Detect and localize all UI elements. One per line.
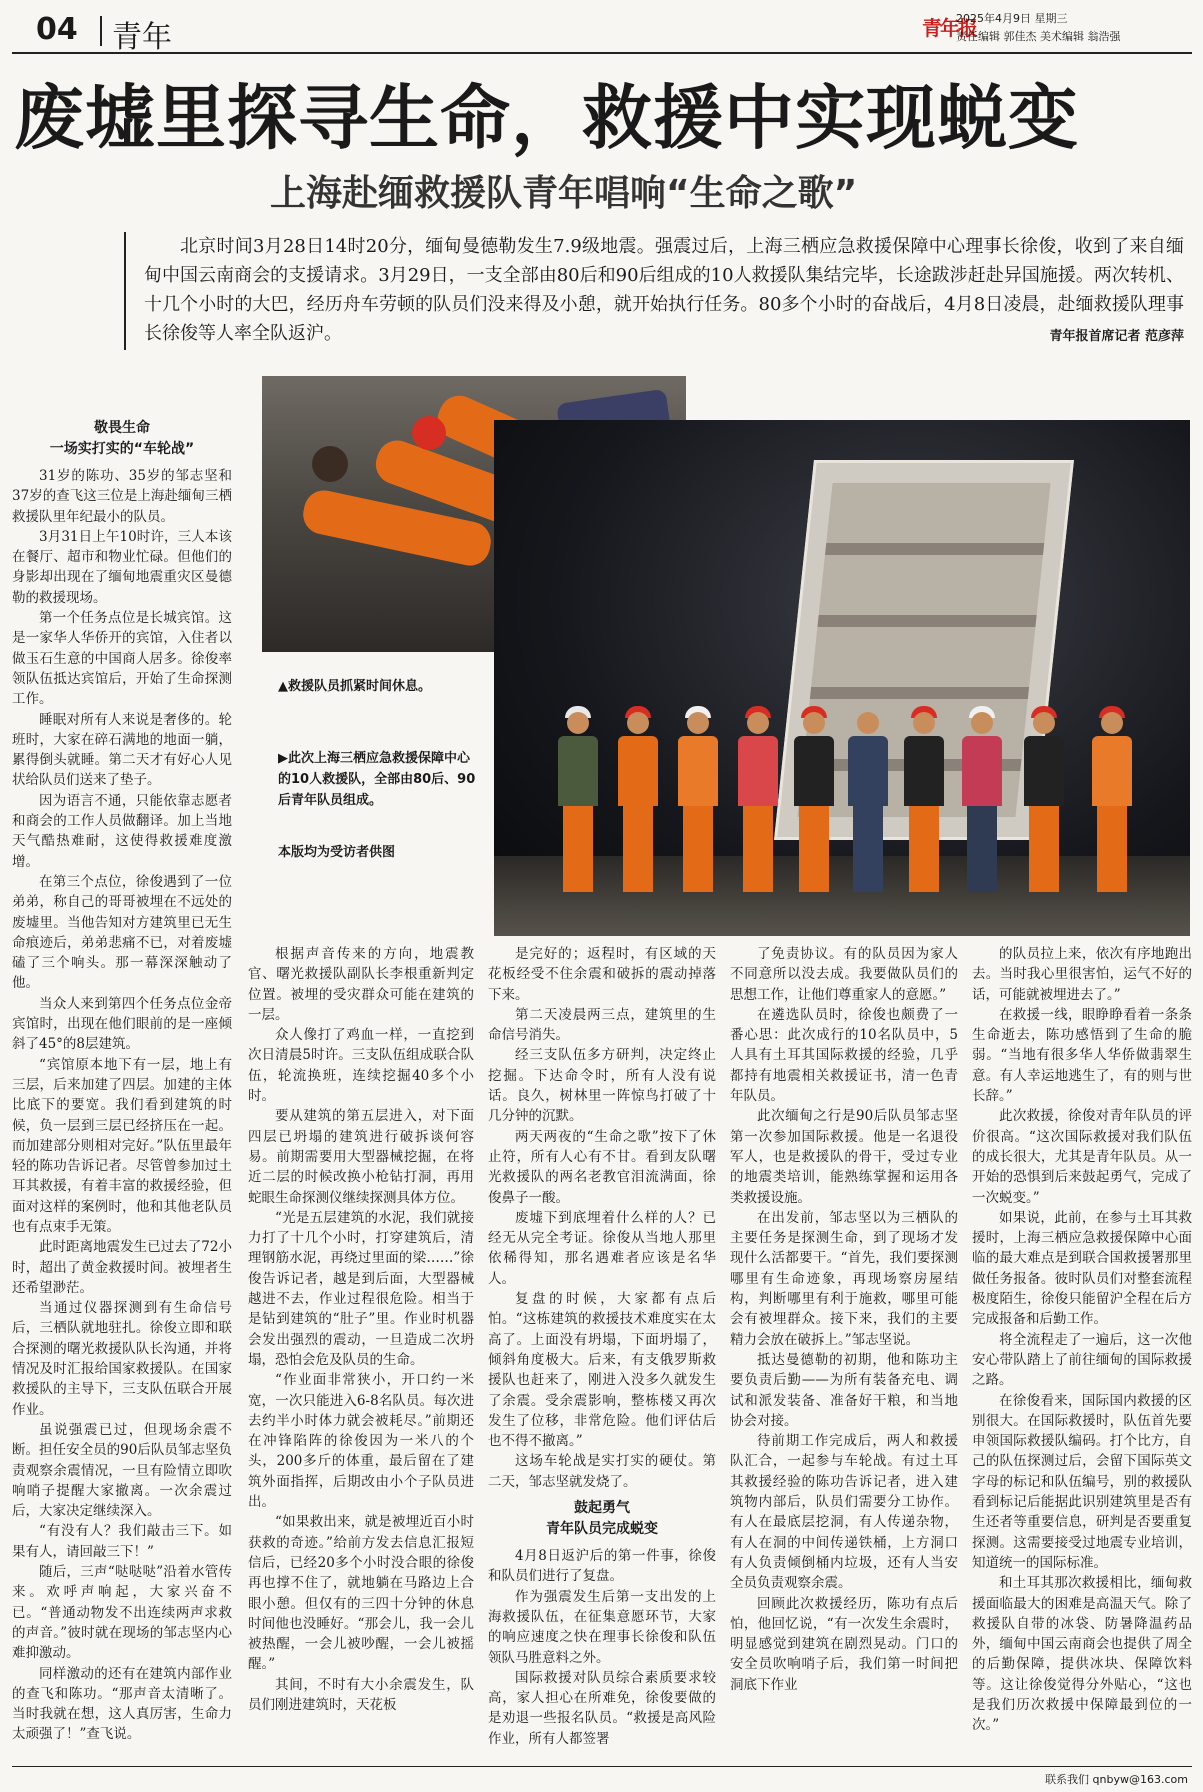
paragraph: 抵达曼德勒的初期，他和陈功主要负责后勤——为所有装备充电、调试和派发装备、准备好干粮，和当地协会对接。 — [730, 1351, 958, 1429]
editors-line: 责任编辑 郭佳杰 美术编辑 翁浩强 — [956, 30, 1121, 43]
paragraph: 的队员拉上来，依次有序地跑出去。当时我心里很害怕，运气不好的话，可能就被埋进去了。” — [972, 946, 1192, 1003]
paragraph: 第二天凌晨两三点，建筑里的生命信号消失。 — [488, 1006, 716, 1044]
paragraph: 废墟下到底埋着什么样的人？已经无从完全考证。徐俊从当地人那里依稀得知，那名遇难者应该是名华人。 — [488, 1209, 716, 1287]
section-divider — [100, 16, 102, 46]
paragraph: 此时距离地震发生已过去了72小时，超出了黄金救援时间。被埋者生还希望渺茫。 — [12, 1239, 232, 1296]
paragraph: 两天两夜的“生命之歌”按下了休止符，所有人心有不甘。看到友队曙光救援队的两名老教官泪流满面，徐俊鼻子一酸。 — [488, 1128, 716, 1206]
headline: 废墟里探寻生命，救援中实现蜕变 — [14, 77, 1079, 159]
paragraph: “宾馆原本地下有一层，地上有三层，后来加建了四层。加建的主体比底下的要宽。我们看到建筑的时候，负一层到三层已经挤压在一起。而加建部分则相对完好。”队伍里最年轻的陈功告诉记者。尽管曾参加过土耳其救援，有着丰富的救援经验，但面对这样的案例时，他和其他老队员也有点束手无策。 — [12, 1056, 232, 1235]
section-heading-line1: 鼓起勇气 — [574, 1500, 630, 1517]
paragraph: 虽说强震已过，但现场余震不断。担任安全员的90后队员邹志坚负责观察余震情况，一旦有险情立即吹响哨子提醒大家撤离。一次余震过后，大家决定继续深入。 — [12, 1421, 232, 1520]
caption-team: ▶此次上海三栖应急救援保障中心的10人救援队，全部由80后、90后青年队员组成。 — [278, 751, 476, 808]
issue-date: 2025年4月9日 星期三 — [956, 12, 1068, 25]
lead-paragraph — [124, 232, 1184, 350]
paragraph: 待前期工作完成后，两人和救援队汇合，一起参与车轮战。有过土耳其救援经验的陈功告诉记者，进入建筑物内部后，队员们需要分工协作。有人在最底层挖洞，有人传递杂物，有人在洞的中间传递铁桶，上方洞口有人负责倾倒桶内垃圾，还有人当安全员负责观察余震。 — [730, 1433, 958, 1592]
paragraph: 当通过仪器探测到有生命信号后，三栖队就地驻扎。徐俊立即和联合探测的曙光救援队队长沟通，并将情况及时汇报给国家救援队。在国家救援队的主导下，三支队伍联合开展作业。 — [12, 1300, 232, 1418]
subtitle: 上海赴缅救援队青年唱响“生命之歌” — [270, 173, 858, 214]
lead-text: 北京时间3月28日14时20分，缅甸曼德勒发生7.9级地震。强震过后，上海三栖应急救援保障中心理事长徐俊，收到了来自缅甸中国云南商会的支援请求。3月29日，一支全部由80后和90后组成的10人救援队集结完毕，长途跋涉赶赴异国施援。两次转机、十几个小时的大巴，经历舟车劳顿的队员们没来得及小憩，就开始执行任务。80多个小时的奋战后，4月8日凌晨，赴缅救援队理事长徐俊等人率全队返沪。 — [144, 236, 1184, 344]
paragraph: 在救援一线，眼睁睁看着一条条生命逝去，陈功感悟到了生命的脆弱。“当地有很多华人华侨做翡翠生意。有人幸运地逃生了，有的则与世长辞。” — [972, 1006, 1192, 1105]
article-column-5 — [972, 944, 1192, 1756]
paragraph: 在遴选队员时，徐俊也颇费了一番心思：此次成行的10名队员中，5人具有土耳其国际救援的经验，几乎都持有地震相关救援证书，清一色青年队员。 — [730, 1006, 958, 1105]
paragraph: 这场车轮战是实打实的硬仗。第二天，邹志坚就发烧了。 — [488, 1453, 716, 1490]
article-column-2 — [248, 944, 474, 1756]
section-heading-line1: 敬畏生命 — [94, 420, 150, 436]
paragraph: 在徐俊看来，国际国内救援的区别很大。在国际救援时，队伍首先要申领国际救援队编码。打个比方，自己的队伍探测过后，会留下国际英文字母的标记和队伍编号，别的救援队看到标记后能据此识别建筑里是否有生还者等重要信息，研判是否要重复探测。这需要接受过地震专业培训，知道统一的国际标准。 — [972, 1392, 1192, 1571]
paragraph: 此次缅甸之行是90后队员邹志坚第一次参加国际救援。他是一名退役军人，也是救援队的骨干，受过专业的地震类培训，能熟练掌握和运用各类救援设施。 — [730, 1108, 958, 1206]
paragraph: 此次救援，徐俊对青年队员的评价很高。“这次国际救援对我们队伍的成长很大，尤其是青年队员。从一开始的恐惧到后来鼓起勇气，完成了一次蜕变。” — [972, 1108, 1192, 1206]
paragraph: “有没有人？我们敲击三下。如果有人，请回敲三下！” — [12, 1523, 232, 1560]
paragraph: 其间，不时有大小余震发生，队员们刚进建筑时，天花板 — [248, 1676, 474, 1713]
paragraph: 复盘的时候，大家都有点后怕。“这栋建筑的救援技术难度实在太高了。上面没有坍塌，下面坍塌了，倾斜角度极大。后来，有支俄罗斯救援队也赶来了，刚进入没多久就发生了余震。受余震影响，整栋楼又再次发生了位移，非常危险。他们评估后也不得不撤离。” — [488, 1291, 716, 1450]
paragraph: 在出发前，邹志坚以为三栖队的主要任务是探测生命，到了现场才发现什么活都要干。“首先，我们要探测哪里有生命迹象，再现场察房屋结构，判断哪里有利于施救，哪里可能会有被埋群众。接下来，我们的主要精力会放在破拆上。”邹志坚说。 — [730, 1209, 958, 1348]
paragraph: “光是五层建筑的水泥，我们就接力打了十几个小时，打穿建筑后，清理钢筋水泥，再绕过里面的梁……”徐俊告诉记者，越是到后面，大型器械越进不去，作业过程很危险。相当于是钻到建筑的“肚子”里。作业时机器会发出强烈的震动，一旦造成二次坍塌，恐怕会危及队员的生命。 — [248, 1209, 474, 1368]
paragraph: 回顾此次救援经历，陈功有点后怕，他回忆说，“有一次发生余震时，明显感觉到建筑在剧烈晃动。门口的安全员吹响哨子后，我们第一时间把洞底下作业 — [730, 1595, 958, 1693]
paragraph: 经三支队伍多方研判，决定终止挖掘。下达命令时，所有人没有说话。良久，树林里一阵惊鸟打破了十几分钟的沉默。 — [488, 1047, 716, 1125]
paragraph: 众人像打了鸡血一样，一直挖到次日清晨5时许。三支队伍组成联合队伍，轮流换班，连续挖掘40多个小时。 — [248, 1027, 474, 1105]
paragraph: 睡眠对所有人来说是奢侈的。轮班时，大家在碎石满地的地面一躺，累得倒头就睡。第二天才有好心人见状给队员们送来了垫子。 — [12, 711, 232, 789]
paragraph: “如果救出来，就是被埋近百小时获救的奇迹。”给前方发去信息汇报短信后，已经20多个小时没合眼的徐俊再也撑不住了，就地躺在马路边上合眼小憩。但仅有的三四十分钟的休息时间他也没睡好。“那会儿，我一会儿被热醒，一会儿被吵醒，一会儿被摇醒。” — [248, 1514, 474, 1673]
caption-resting: ▲救援队员抓紧时间休息。 — [278, 679, 431, 694]
section-heading-line2: 青年队员完成蜕变 — [546, 1521, 658, 1538]
paragraph: 31岁的陈功、35岁的邹志坚和37岁的查飞这三位是上海赴缅甸三栖救援队里年纪最小的队员。 — [12, 468, 232, 525]
byline: 青年报首席记者 范彦萍 — [1049, 329, 1184, 344]
page-header — [12, 6, 1192, 54]
paragraph: 4月8日返沪后的第一件事，徐俊和队员们进行了复盘。 — [488, 1548, 716, 1585]
paragraph: 是完好的；返程时，有区域的天花板经受不住余震和破拆的震动掉落下来。 — [488, 946, 716, 1003]
section-heading — [12, 418, 232, 460]
article-column-3 — [488, 944, 716, 1756]
section-heading — [488, 1498, 716, 1540]
page-number: 04 — [36, 12, 78, 47]
paragraph: 第一个任务点位是长城宾馆。这是一家华人华侨开的宾馆，入住者以做玉石生意的中国商人居多。徐俊率领队伍抵达宾馆后，开始了生命探测工作。 — [12, 610, 232, 708]
page-footer — [12, 1766, 1192, 1786]
paragraph: “作业面非常狭小，开口约一米宽，一次只能进入6-8名队员。每次进去约半小时体力就会被耗尽。”前期还在冲锋陷阵的徐俊因为一米八的个头，200多斤的体重，最后留在了建筑外面指挥，后期改由小个子队员进出。 — [248, 1372, 474, 1511]
paragraph: 当众人来到第四个任务点位金帝宾馆时，出现在他们眼前的是一座倾斜了45°的8层建筑。 — [12, 995, 232, 1053]
paragraph: 根据声音传来的方向，地震教官、曙光救援队副队长李根重新判定位置。被埋的受灾群众可能在建筑的一层。 — [248, 946, 474, 1023]
paragraph: 在第三个点位，徐俊遇到了一位弟弟，称自己的哥哥被埋在不远处的废墟里。当他告知对方建筑里已无生命痕迹后，弟弟悲痛不已，对着废墟磕了三个响头。那一幕深深触动了他。 — [12, 873, 232, 992]
paragraph: 因为语言不通，只能依靠志愿者和商会的工作人员做翻译。加上当地天气酷热难耐，这使得救援难度激增。 — [12, 792, 232, 870]
article-column-4 — [730, 944, 958, 1756]
paragraph: 3月31日上午10时许，三人本该在餐厅、超市和物业忙碌。但他们的身影却出现在了缅甸地震重灾区曼德勒的救援现场。 — [12, 528, 232, 606]
section-heading-line2: 一场实打实的“车轮战” — [49, 441, 195, 457]
paragraph: 要从建筑的第五层进入，对下面四层已坍塌的建筑进行破拆谈何容易。前期需要用大型器械挖掘，在将近二层的时候改换小枪钻打洞，再用蛇眼生命探测仪继续探测具体方位。 — [248, 1108, 474, 1206]
photo-credit: 本版均为受访者供图 — [278, 845, 396, 860]
paragraph: 将全流程走了一遍后，这一次他安心带队踏上了前往缅甸的国际救援之路。 — [972, 1331, 1192, 1389]
photo-team-group — [494, 420, 1190, 936]
paragraph: 作为强震发生后第一支出发的上海救援队伍，在征集意愿环节，大家的响应速度之快在理事长徐俊和队伍领队马胜意料之外。 — [488, 1588, 716, 1666]
contact-email: 联系我们 qnbyw@163.com — [1045, 1773, 1188, 1786]
paragraph: 同样激动的还有在建筑内部作业的查飞和陈功。“那声音太清晰了。当时我就在想，这人真厉害，生命力太顽强了！”查飞说。 — [12, 1665, 232, 1743]
paragraph: 和土耳其那次救援相比，缅甸救援面临最大的困难是高温天气。除了救援队自带的冰袋、防暑降温药品外，缅甸中国云南商会也提供了周全的后勤保障，提供冰块、保障饮料等。这让徐俊觉得分外贴心，“这也是我们历次救援中保障最到位的一次。” — [972, 1575, 1192, 1734]
masthead-logo: 青年报 — [922, 16, 976, 40]
section-name: 青年 — [112, 20, 172, 55]
paragraph: 如果说，此前，在参与土耳其救援时，上海三栖应急救援保障中心面临的最大难点是到联合国救援署那里做任务报备。彼时队员们对整套流程极度陌生，徐俊只能留沪全程在后方完成报备和后勤工作。 — [972, 1209, 1192, 1328]
article-column-1 — [12, 412, 232, 1756]
paragraph: 了免责协议。有的队员因为家人不同意所以没去成。我要做队员们的思想工作，让他们尊重家人的意愿。” — [730, 946, 958, 1003]
paragraph: 国际救援对队员综合素质要求较高，家人担心在所难免，徐俊要做的是劝退一些报名队员。“救援是高风险作业，所有人都签署 — [488, 1669, 716, 1747]
paragraph: 随后，三声“哒哒哒”沿着水管传来。欢呼声响起，大家兴奋不已。“普通动物发不出连续两声求救的声音。”彼时就在现场的邹志坚内心难抑激动。 — [12, 1564, 232, 1662]
